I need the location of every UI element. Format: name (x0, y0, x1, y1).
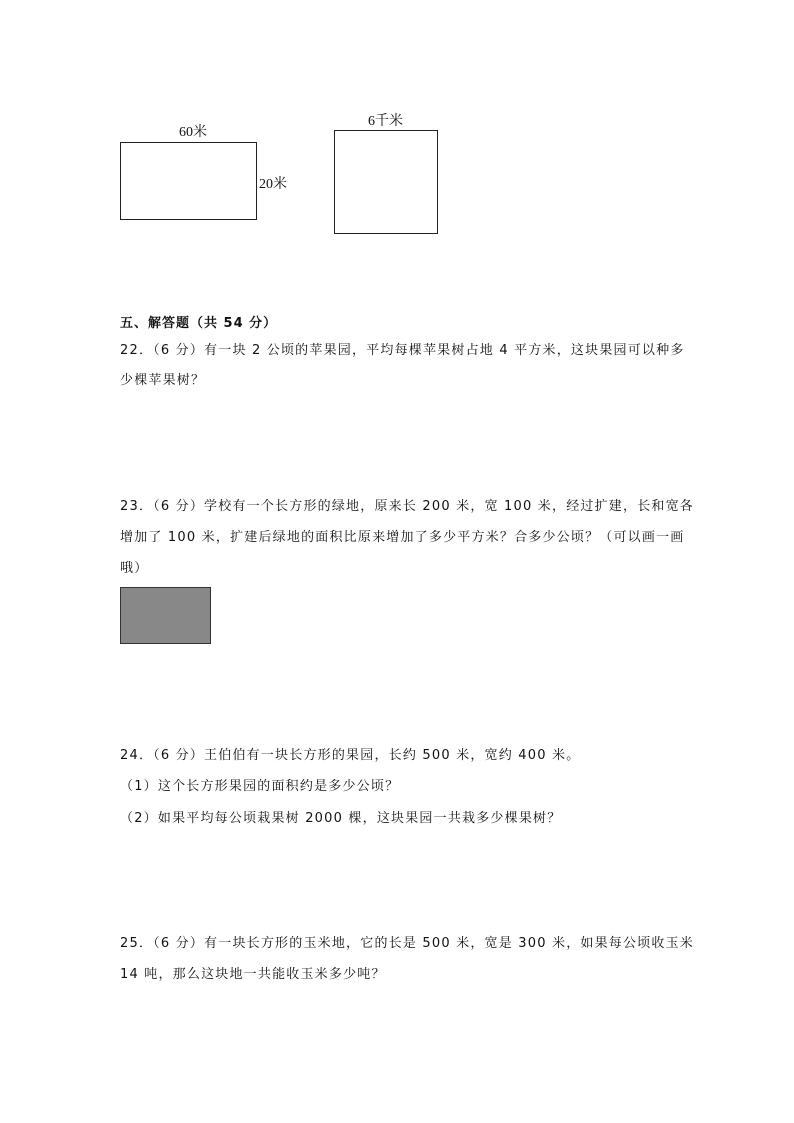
question-23-line1: 23．（6 分）学校有一个长方形的绿地，原来长 200 米，宽 100 米，经过扩建，长和宽各 (120, 499, 695, 514)
question-22-line1: 22．（6 分）有一块 2 公顷的苹果园，平均每棵苹果树占地 4 平方米，这块果园可以种多 (120, 343, 685, 358)
section-heading: 五、解答题（共 54 分） (120, 316, 278, 331)
square-side-label: 6千米 (368, 114, 403, 129)
question-22-line2: 少棵苹果树？ (120, 373, 206, 388)
question-25-line1: 25．（6 分）有一块长方形的玉米地，它的长是 500 米，宽是 300 米，如果每公顷收玉米 (120, 936, 695, 951)
question-23-line3: 哦） (120, 561, 149, 576)
question-24-sub1: （1）这个长方形果园的面积约是多少公顷？ (120, 779, 400, 794)
rect1-width-label: 60米 (179, 125, 207, 140)
question-25-line2: 14 吨，那么这块地一共能收玉米多少吨？ (120, 967, 386, 982)
rectangle-figure (120, 142, 257, 220)
question-24-sub2: （2）如果平均每公顷栽果树 2000 棵，这块果园一共栽多少棵果树？ (120, 811, 562, 826)
question-23-line2: 增加了 100 米，扩建后绿地的面积比原来增加了多少平方米？合多少公顷？（可以画一画 (120, 530, 685, 545)
gray-rectangle-figure (120, 587, 211, 644)
question-24-line1: 24．（6 分）王伯伯有一块长方形的果园，长约 500 米，宽约 400 米。 (120, 748, 581, 763)
rect1-height-label: 20米 (259, 177, 287, 192)
square-figure (334, 130, 438, 234)
